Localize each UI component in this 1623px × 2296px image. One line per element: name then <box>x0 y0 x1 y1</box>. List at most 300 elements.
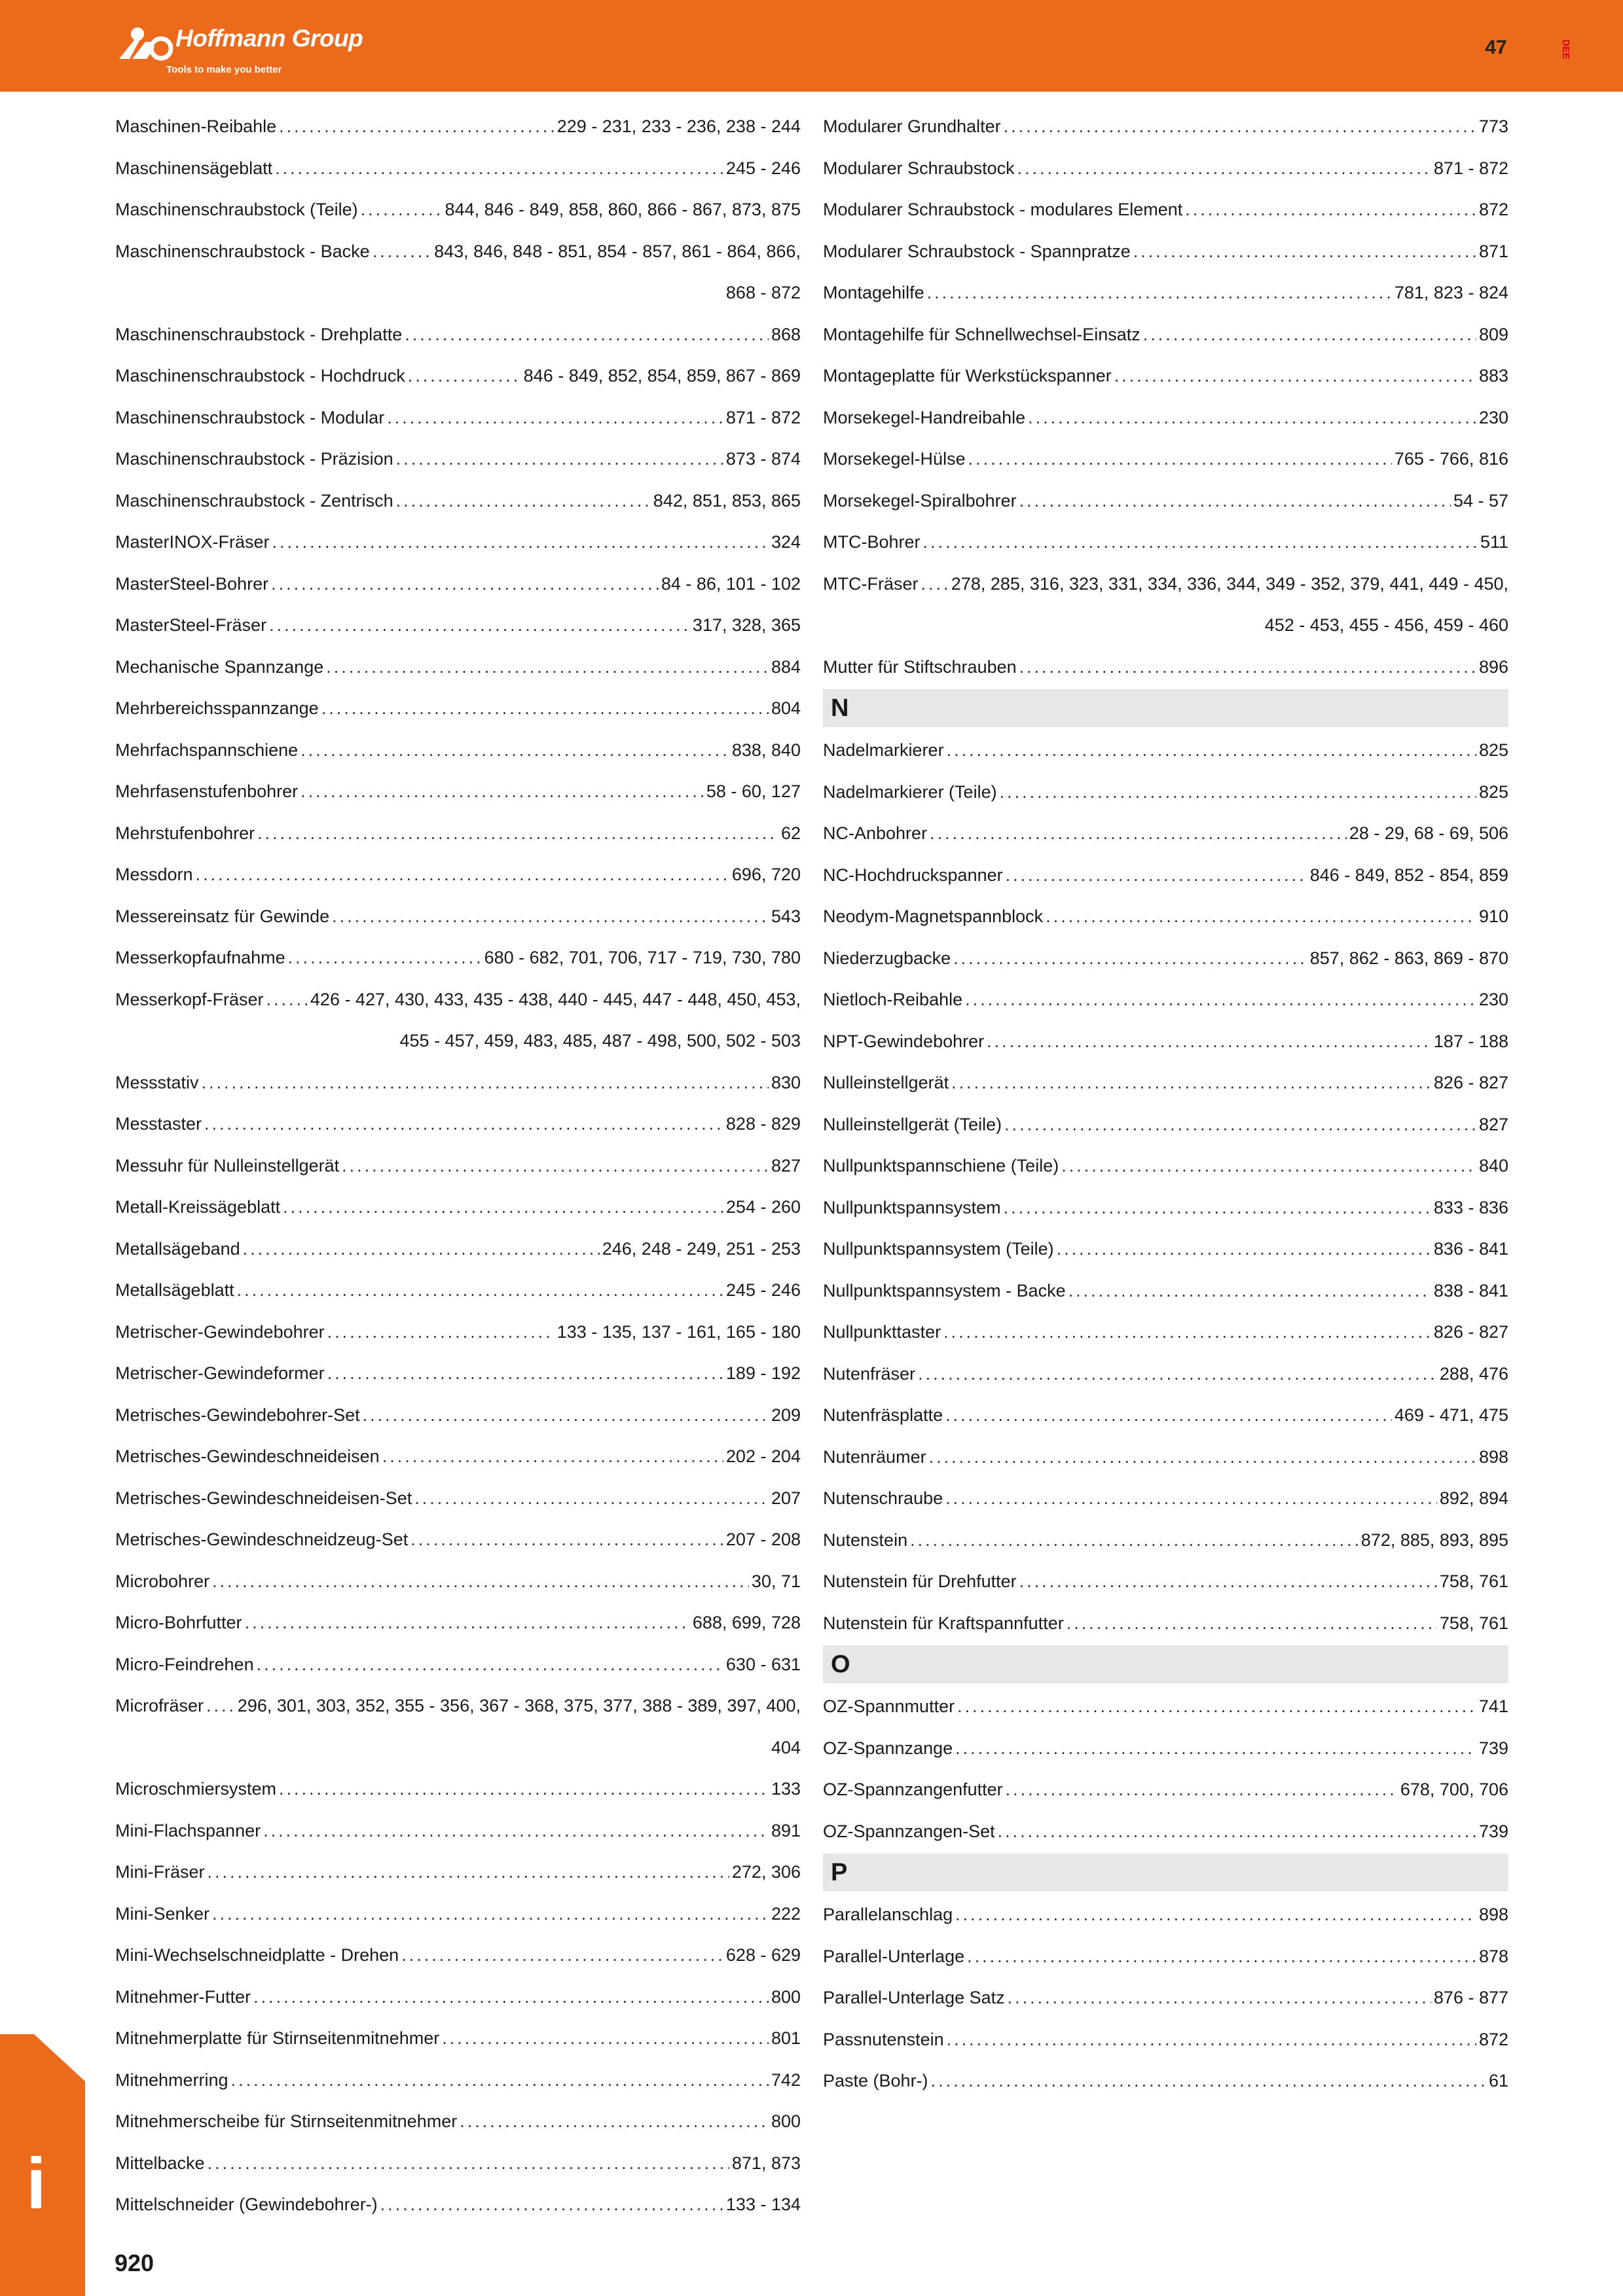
index-entry[interactable] <box>823 231 1508 273</box>
index-entry[interactable] <box>823 647 1508 689</box>
dot-leader <box>1019 1561 1437 1603</box>
dot-leader <box>212 1561 749 1603</box>
entry-term: Montageplatte für Werkstückspanner <box>823 366 1112 386</box>
entry-pages: 873 - 874 <box>725 449 801 469</box>
index-entry[interactable] <box>115 937 801 979</box>
hoffmann-logo-icon <box>115 25 178 62</box>
entry-term: Maschinenschraubstock - Zentrisch <box>115 490 393 511</box>
entry-term: Morsekegel-Hülse <box>823 449 966 469</box>
dot-leader <box>301 771 704 813</box>
entry-pages: 246, 248 - 249, 251 - 253 <box>602 1238 801 1259</box>
entry-pages: 827 <box>1478 1114 1508 1134</box>
entry-pages: 878 <box>1478 1946 1508 1966</box>
index-entry[interactable] <box>115 106 801 148</box>
index-entry[interactable] <box>115 730 801 772</box>
entry-term: Mini-Fräser <box>115 1862 205 1882</box>
dot-leader <box>1017 148 1431 190</box>
index-entry[interactable] <box>115 1768 801 1810</box>
entry-term: Mehrstufenbohrer <box>115 823 255 843</box>
dot-leader <box>208 1852 729 1893</box>
entry-pages: 202 - 204 <box>725 1446 801 1466</box>
dot-leader <box>460 2101 769 2143</box>
dot-leader <box>279 1768 769 1810</box>
entry-term: Neodym-Magnetspannblock <box>823 906 1044 926</box>
index-entry[interactable] <box>115 355 801 397</box>
entry-pages: 288, 476 <box>1439 1363 1508 1384</box>
dot-leader <box>410 1519 723 1561</box>
dot-leader <box>998 1811 1476 1853</box>
dot-leader <box>396 480 651 522</box>
entry-term: Maschinensägeblatt <box>115 158 273 178</box>
entry-term: Maschinenschraubstock - Backe <box>115 241 370 261</box>
dot-leader <box>1004 106 1476 148</box>
entry-term: NC-Anbohrer <box>823 823 928 843</box>
index-entry[interactable] <box>823 1894 1508 1936</box>
dot-leader <box>1008 1977 1431 2019</box>
entry-pages: 254 - 260 <box>725 1197 801 1217</box>
index-entry[interactable] <box>115 397 801 439</box>
index-entry[interactable] <box>823 1270 1508 1312</box>
dot-leader <box>931 2060 1486 2102</box>
dot-leader <box>1067 1603 1437 1645</box>
entry-pages: 898 <box>1478 1905 1508 1924</box>
entry-pages: 245 - 246 <box>725 1280 801 1300</box>
index-entry[interactable] <box>823 1354 1508 1395</box>
dot-leader <box>202 1062 769 1104</box>
entry-pages-continued: 452 - 453, 455 - 456, 459 - 460 <box>1264 615 1508 635</box>
index-entry[interactable] <box>823 1936 1508 1978</box>
dot-leader <box>275 148 723 190</box>
entry-term: MTC-Bohrer <box>823 532 921 552</box>
dot-leader <box>405 314 769 356</box>
index-entry[interactable] <box>823 397 1508 439</box>
index-entry[interactable] <box>823 1769 1508 1811</box>
index-entry[interactable] <box>115 1852 801 1893</box>
entry-pages: 511 <box>1480 532 1508 552</box>
entry-pages: 804 <box>771 698 801 718</box>
entry-pages: 324 <box>771 532 801 552</box>
index-entry[interactable] <box>823 1686 1508 1728</box>
brand-tagline: Tools to make you better <box>166 64 282 75</box>
index-entry[interactable] <box>115 1312 801 1354</box>
index-entry[interactable] <box>115 813 801 855</box>
dot-leader <box>387 397 723 439</box>
dot-leader <box>1046 896 1476 938</box>
entry-term: Micro-Feindrehen <box>115 1654 254 1674</box>
entry-pages: 272, 306 <box>731 1862 801 1882</box>
entry-term: Metrischer-Gewindebohrer <box>115 1321 325 1342</box>
entry-pages: 741 <box>1478 1696 1508 1716</box>
entry-pages: 826 - 827 <box>1433 1073 1508 1092</box>
entry-pages-continued: 455 - 457, 459, 483, 485, 487 - 498, 500, 502 - 503 <box>399 1031 801 1050</box>
index-entry[interactable] <box>115 1810 801 1852</box>
dot-leader <box>414 1478 769 1520</box>
entry-pages: 892, 894 <box>1439 1488 1508 1508</box>
index-entry[interactable] <box>115 2143 801 2185</box>
entry-pages: 426 - 427, 430, 433, 435 - 438, 440 - 445, 447 - 448, 450, 453, <box>310 989 801 1009</box>
entry-term: Microfräser <box>115 1696 204 1715</box>
hoffmann-logo[interactable] <box>115 25 403 77</box>
dot-leader <box>1057 1229 1431 1270</box>
dot-leader <box>929 1437 1476 1479</box>
entry-term: Modularer Grundhalter <box>823 117 1001 136</box>
entry-term: Micro-Bohrfutter <box>115 1613 242 1632</box>
entry-term: Nadelmarkierer (Teile) <box>823 781 997 802</box>
index-entry[interactable] <box>115 605 801 647</box>
entry-term: Microschmiersystem <box>115 1779 277 1799</box>
entry-pages: 838 - 841 <box>1433 1280 1508 1300</box>
entry-term: MTC-Fräser <box>823 573 919 594</box>
dot-leader <box>921 564 948 605</box>
entry-pages: 843, 846, 848 - 851, 854 - 857, 861 - 864, 866, <box>434 241 801 261</box>
index-entry[interactable] <box>823 855 1508 897</box>
entry-pages: 826 - 827 <box>1433 1322 1508 1342</box>
index-entry[interactable] <box>823 896 1508 938</box>
dot-leader <box>955 1894 1476 1936</box>
entry-pages: 825 <box>1478 781 1508 802</box>
entry-pages: 187 - 188 <box>1433 1031 1508 1051</box>
entry-term: Metrisches-Gewindebohrer-Set <box>115 1405 360 1425</box>
dot-leader <box>266 979 308 1021</box>
entry-pages: 827 <box>771 1155 801 1175</box>
entry-pages: 133 <box>771 1779 801 1799</box>
dot-leader <box>968 439 1392 480</box>
entry-term: Maschinenschraubstock (Teile) <box>115 200 358 219</box>
index-entry[interactable] <box>115 2184 801 2226</box>
index-entry[interactable] <box>823 772 1508 814</box>
index-entry[interactable] <box>115 231 801 314</box>
entry-term: OZ-Spannzangen-Set <box>823 1821 995 1841</box>
index-entry[interactable] <box>823 1561 1508 1603</box>
dot-leader <box>943 1312 1431 1354</box>
entry-pages: 230 <box>1478 407 1508 427</box>
entry-term: Messereinsatz für Gewinde <box>115 906 330 926</box>
dot-leader <box>382 1436 723 1478</box>
index-entry[interactable] <box>115 1187 801 1229</box>
entry-term: Morsekegel-Spiralbohrer <box>823 490 1017 511</box>
entry-term: Maschinenschraubstock - Modular <box>115 407 385 427</box>
index-entry[interactable] <box>823 2060 1508 2102</box>
dot-leader <box>910 1520 1359 1562</box>
entry-pages-continued: 868 - 872 <box>725 283 801 302</box>
index-entry[interactable] <box>823 1395 1508 1437</box>
entry-pages: 773 <box>1478 117 1508 136</box>
entry-pages: 872 <box>1478 2029 1508 2049</box>
dot-leader <box>918 1354 1437 1395</box>
index-entry[interactable] <box>823 1312 1508 1354</box>
entry-term: Mechanische Spannzange <box>115 656 324 677</box>
entry-pages: 842, 851, 853, 865 <box>653 490 801 511</box>
dot-leader <box>953 938 1307 980</box>
entry-pages: 800 <box>771 2111 801 2131</box>
entry-term: Metall-Kreissägeblatt <box>115 1197 281 1217</box>
entry-term: Parallel-Unterlage Satz <box>823 1988 1005 2007</box>
index-entry[interactable] <box>115 854 801 896</box>
entry-pages: 58 - 60, 127 <box>706 781 801 801</box>
index-entry[interactable] <box>115 1893 801 1935</box>
entry-term: Mutter für Stiftschrauben <box>823 656 1017 677</box>
entry-pages: 871 <box>1478 241 1508 261</box>
index-entry[interactable] <box>115 979 801 1062</box>
dot-leader <box>1000 772 1476 814</box>
entry-pages: 884 <box>771 656 801 677</box>
entry-term: Parallelanschlag <box>823 1905 953 1924</box>
section-letter-header: P <box>823 1854 1508 1892</box>
entry-term: Nutenstein für Drehfutter <box>823 1571 1017 1591</box>
index-entry[interactable] <box>823 522 1508 564</box>
index-entry[interactable] <box>115 314 801 356</box>
index-entry[interactable] <box>823 1603 1508 1645</box>
dot-leader <box>927 272 1392 314</box>
entry-pages: 133 - 134 <box>725 2195 801 2214</box>
index-entry[interactable] <box>115 1935 801 1977</box>
entry-term: Mini-Wechselschneidplatte - Drehen <box>115 1945 399 1965</box>
entry-term: Passnutenstein <box>823 2029 944 2049</box>
index-entry[interactable] <box>115 1519 801 1561</box>
dot-leader <box>243 1229 600 1270</box>
dot-leader <box>253 1977 769 2018</box>
entry-pages: 30, 71 <box>751 1571 801 1591</box>
index-entry[interactable] <box>823 1021 1508 1063</box>
index-entry[interactable] <box>115 189 801 231</box>
entry-pages: 469 - 471, 475 <box>1394 1405 1508 1425</box>
dot-leader <box>245 1602 690 1644</box>
index-entry[interactable] <box>823 1104 1508 1146</box>
index-entry[interactable] <box>823 938 1508 980</box>
index-entry[interactable] <box>823 1437 1508 1479</box>
dot-leader <box>196 854 729 896</box>
entry-pages: 836 - 841 <box>1433 1239 1508 1259</box>
entry-term: Montagehilfe für Schnellwechsel-Einsatz <box>823 324 1140 344</box>
index-entry[interactable] <box>823 1478 1508 1520</box>
entry-pages: 765 - 766, 816 <box>1394 449 1508 469</box>
entry-term: Messtaster <box>115 1114 202 1134</box>
dot-leader <box>1068 1270 1431 1312</box>
dot-leader <box>257 1644 723 1686</box>
index-entry[interactable] <box>115 148 801 190</box>
entry-pages: 781, 823 - 824 <box>1394 283 1508 302</box>
page-number: 920 <box>115 2250 155 2276</box>
index-entry[interactable] <box>115 1229 801 1270</box>
dot-leader <box>332 896 769 938</box>
entry-pages: 833 - 836 <box>1433 1197 1508 1217</box>
index-entry[interactable] <box>823 272 1508 314</box>
dot-leader <box>965 979 1476 1021</box>
index-entry[interactable] <box>823 480 1508 522</box>
entry-term: Modularer Schraubstock <box>823 158 1015 178</box>
entry-pages: 54 - 57 <box>1453 490 1508 511</box>
index-entry[interactable] <box>823 813 1508 855</box>
index-entry[interactable] <box>823 730 1508 772</box>
index-entry[interactable] <box>823 1811 1508 1853</box>
index-entry[interactable] <box>115 1602 801 1644</box>
entry-term: Nutenräumer <box>823 1446 926 1467</box>
index-entry[interactable] <box>115 522 801 564</box>
dot-leader <box>967 1936 1476 1978</box>
entry-term: Messdorn <box>115 865 193 884</box>
entry-term: Morsekegel-Handreibahle <box>823 407 1026 427</box>
entry-term: Messuhr für Nulleinstellgerät <box>115 1155 340 1175</box>
index-entry[interactable] <box>115 1270 801 1312</box>
index-entry[interactable] <box>115 480 801 522</box>
index-entry[interactable] <box>823 148 1508 190</box>
index-entry[interactable] <box>115 2018 801 2060</box>
entry-term: Modularer Schraubstock - modulares Element <box>823 200 1183 219</box>
dot-leader <box>945 1478 1437 1520</box>
index-entry[interactable] <box>115 439 801 480</box>
entry-term: Mittelschneider (Gewindebohrer-) <box>115 2195 378 2214</box>
dot-leader <box>947 730 1476 772</box>
entry-pages: 61 <box>1488 2071 1508 2090</box>
index-entry[interactable] <box>115 1977 801 2018</box>
index-entry[interactable] <box>115 564 801 605</box>
entry-pages: 739 <box>1478 1821 1508 1841</box>
entry-pages: 844, 846 - 849, 858, 860, 866 - 867, 873, 875 <box>445 200 801 219</box>
index-entry[interactable] <box>823 1229 1508 1270</box>
dot-leader <box>1006 1769 1398 1811</box>
index-entry[interactable] <box>115 647 801 689</box>
index-entry[interactable] <box>115 1478 801 1520</box>
entry-term: Nullpunktspannsystem (Teile) <box>823 1239 1054 1259</box>
entry-pages: 84 - 86, 101 - 102 <box>661 573 801 594</box>
entry-pages: 891 <box>771 1820 801 1840</box>
dot-leader <box>1143 314 1476 356</box>
entry-pages: 229 - 231, 233 - 236, 238 - 244 <box>556 117 801 136</box>
dot-leader <box>288 937 482 979</box>
entry-term: Mittelbacke <box>115 2153 205 2173</box>
index-entry[interactable] <box>823 564 1508 647</box>
entry-term: NPT-Gewindebohrer <box>823 1031 985 1051</box>
entry-term: OZ-Spannmutter <box>823 1696 955 1716</box>
index-entry[interactable] <box>115 688 801 730</box>
index-entry[interactable] <box>823 355 1508 397</box>
dot-leader <box>301 730 729 772</box>
entry-term: Nutenstein <box>823 1530 908 1550</box>
index-entry[interactable] <box>823 1520 1508 1562</box>
entry-term: Maschinenschraubstock - Hochdruck <box>115 366 405 386</box>
index-entry[interactable] <box>823 1728 1508 1770</box>
dot-leader <box>955 1728 1476 1770</box>
entry-term: Nutenschraube <box>823 1488 943 1508</box>
dot-leader <box>1061 1145 1476 1187</box>
entry-pages: 825 <box>1478 740 1508 760</box>
dot-leader <box>206 1685 235 1727</box>
entry-pages: 896 <box>1478 656 1508 677</box>
index-entry[interactable] <box>115 2101 801 2143</box>
entry-pages: 830 <box>771 1072 801 1092</box>
entry-term: Messstativ <box>115 1072 199 1092</box>
entry-pages: 868 <box>771 324 801 344</box>
index-column-left <box>115 106 801 2226</box>
dot-leader <box>408 355 521 397</box>
entry-pages: 898 <box>1478 1446 1508 1467</box>
index-entry[interactable] <box>823 1145 1508 1187</box>
dot-leader <box>401 1935 723 1977</box>
entry-pages: 846 - 849, 852 - 854, 859 <box>1309 865 1508 885</box>
entry-term: Microbohrer <box>115 1571 210 1591</box>
entry-term: Metrischer-Gewindeformer <box>115 1363 325 1383</box>
index-entry[interactable] <box>823 439 1508 480</box>
entry-term: Nullpunktspannsystem <box>823 1197 1001 1217</box>
entry-term: Messerkopfaufnahme <box>115 948 285 967</box>
index-entry[interactable] <box>115 1103 801 1145</box>
index-entry[interactable] <box>823 1187 1508 1229</box>
catalog-page-number: 47 <box>1485 37 1507 58</box>
dot-leader <box>271 564 659 605</box>
entry-pages: 846 - 849, 852, 854, 859, 867 - 869 <box>523 366 801 386</box>
entry-term: Nulleinstellgerät (Teile) <box>823 1114 1002 1134</box>
dot-leader <box>279 106 555 148</box>
dot-leader <box>342 1145 769 1187</box>
dot-leader <box>1004 1187 1431 1229</box>
index-entry[interactable] <box>823 314 1508 356</box>
entry-term: MasterSteel-Bohrer <box>115 573 269 594</box>
section-letter-header: O <box>823 1645 1508 1683</box>
index-entry[interactable] <box>115 1561 801 1603</box>
entry-term: Nullpunkttaster <box>823 1322 941 1342</box>
dot-leader <box>263 1810 769 1852</box>
entry-pages: 189 - 192 <box>725 1363 801 1383</box>
dot-leader <box>396 439 723 480</box>
index-entry[interactable] <box>115 1436 801 1478</box>
dot-leader <box>951 1062 1431 1104</box>
entry-pages: 742 <box>771 2070 801 2090</box>
dot-leader <box>1028 397 1476 439</box>
entry-term: Mehrfasenstufenbohrer <box>115 781 299 801</box>
entry-term: Metrisches-Gewindeschneidzeug-Set <box>115 1530 409 1549</box>
index-entry[interactable] <box>823 1977 1508 2019</box>
index-entry[interactable] <box>823 106 1508 148</box>
index-entry[interactable] <box>115 1062 801 1104</box>
entry-term: Mini-Senker <box>115 1903 210 1924</box>
entry-pages: 62 <box>780 823 801 843</box>
entry-pages: 910 <box>1478 906 1508 926</box>
index-entry[interactable] <box>115 1685 801 1768</box>
dot-leader <box>1019 480 1451 522</box>
entry-pages: 133 - 135, 137 - 161, 165 - 180 <box>556 1321 801 1342</box>
entry-pages: 230 <box>1478 990 1508 1009</box>
dot-leader <box>269 605 690 647</box>
index-entry[interactable] <box>823 1062 1508 1104</box>
dot-leader <box>373 231 431 273</box>
index-entry[interactable] <box>115 1644 801 1686</box>
entry-pages: 758, 761 <box>1439 1571 1508 1591</box>
dot-leader <box>380 2184 723 2226</box>
entry-pages: 696, 720 <box>731 865 801 884</box>
entry-pages: 317, 328, 365 <box>692 615 801 635</box>
index-entry[interactable] <box>115 896 801 938</box>
dot-leader <box>947 2019 1476 2061</box>
index-entry[interactable] <box>115 771 801 813</box>
index-entry[interactable] <box>823 979 1508 1021</box>
index-entry[interactable] <box>115 1145 801 1187</box>
dot-leader <box>1114 355 1476 397</box>
entry-term: Mehrbereichsspannzange <box>115 698 319 718</box>
entry-pages: 222 <box>771 1903 801 1924</box>
index-entry[interactable] <box>115 2060 801 2102</box>
index-entry[interactable] <box>823 189 1508 231</box>
index-entry[interactable] <box>823 2019 1508 2061</box>
index-entry[interactable] <box>115 1353 801 1395</box>
dot-leader <box>363 1395 769 1437</box>
entry-term: Niederzugbacke <box>823 948 951 968</box>
entry-term: Mitnehmer-Futter <box>115 1986 251 2007</box>
entry-pages: 883 <box>1478 366 1508 386</box>
entry-pages: 680 - 682, 701, 706, 717 - 719, 730, 780 <box>484 948 801 967</box>
index-entry[interactable] <box>115 1395 801 1437</box>
entry-pages: 678, 700, 706 <box>1400 1780 1508 1799</box>
entry-pages: 872, 885, 893, 895 <box>1360 1530 1508 1550</box>
